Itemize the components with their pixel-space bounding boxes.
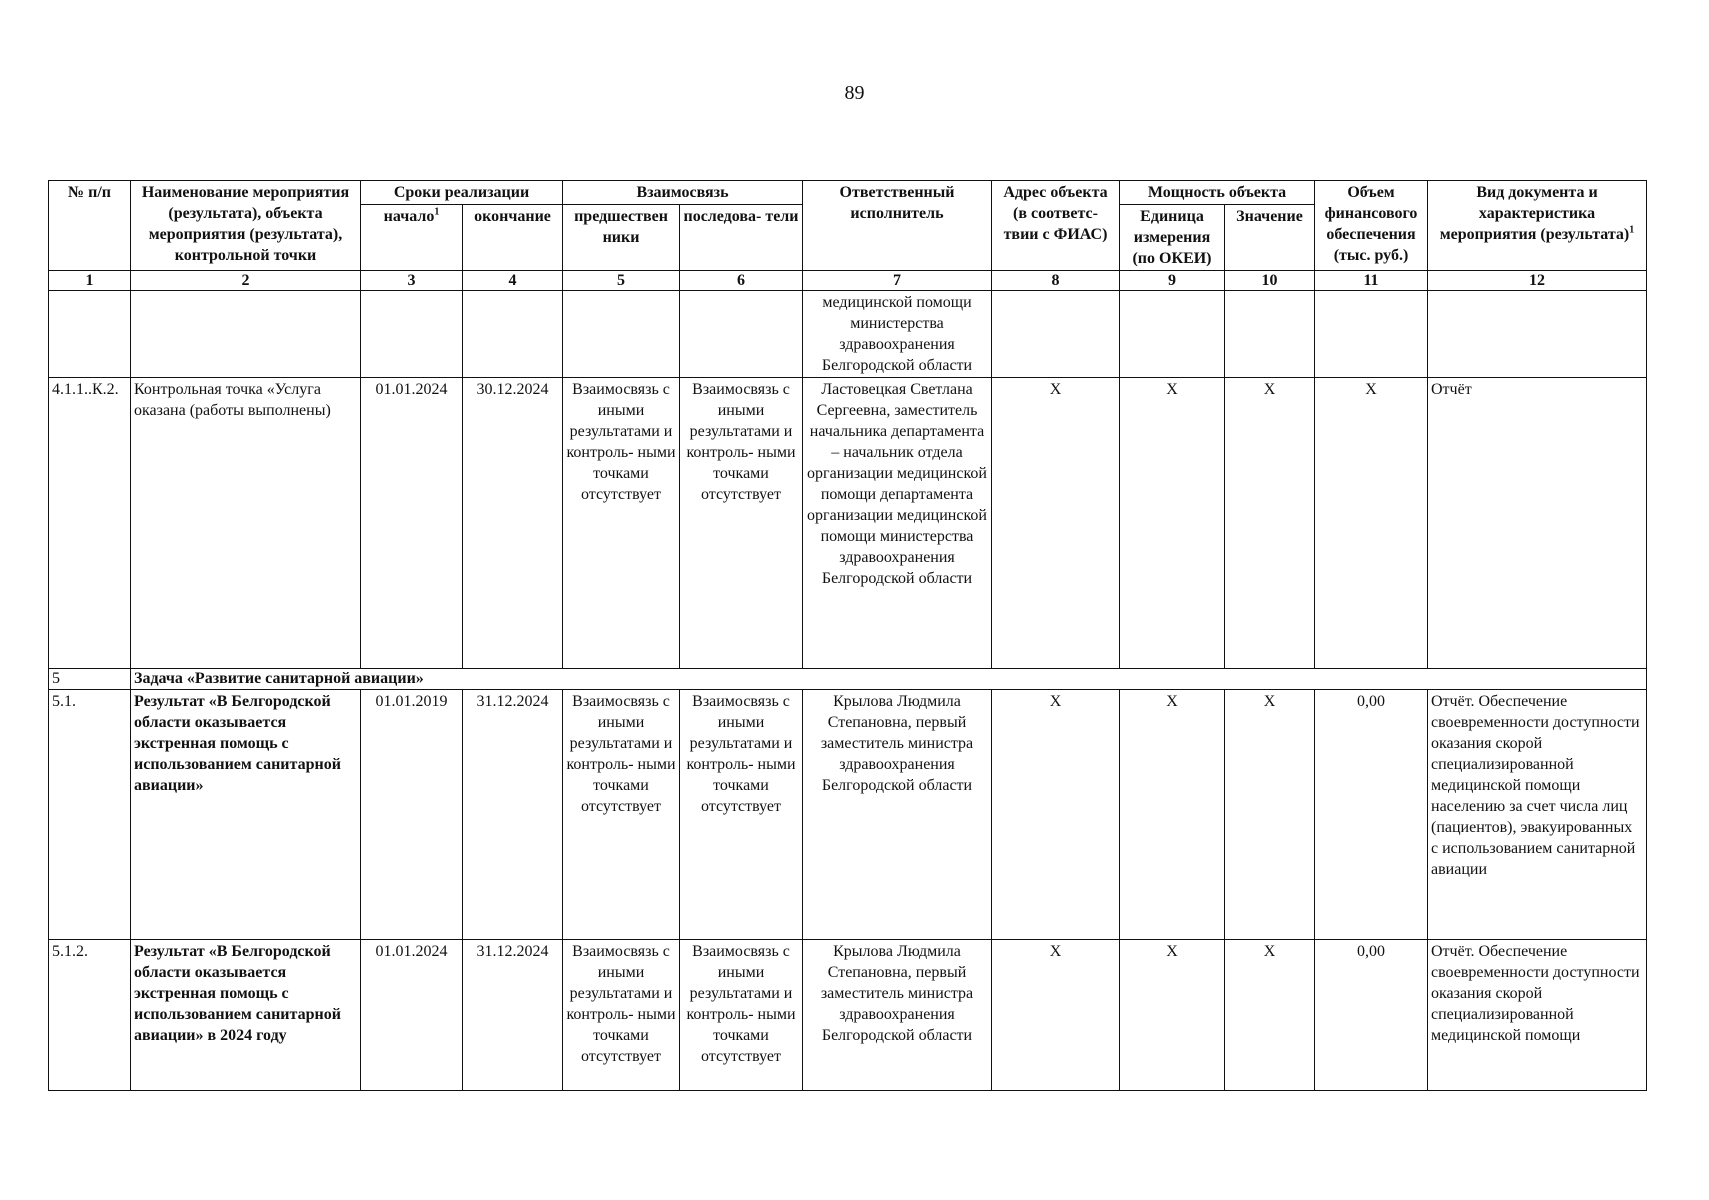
end-date-cell: 31.12.2024 bbox=[463, 940, 563, 1091]
predecessors-cell: Взаимосвязь с иными результатами и контроль- ными точками отсутствует bbox=[563, 378, 680, 669]
address-cell: Х bbox=[992, 378, 1120, 669]
unit-cell: Х bbox=[1120, 378, 1225, 669]
table-row bbox=[49, 378, 1647, 669]
name-cell: Контрольная точка «Услуга оказана (работы выполнены) bbox=[131, 378, 361, 669]
unit-cell: Х bbox=[1120, 690, 1225, 940]
column-number: 5 bbox=[563, 271, 680, 291]
row-num-cell: 5.1. bbox=[49, 690, 131, 940]
column-number: 6 bbox=[680, 271, 803, 291]
responsible-cell: Крылова Людмила Степановна, первый заместитель министра здравоохранения Белгородской области bbox=[803, 940, 992, 1091]
header-predecessors: предшествен ники bbox=[563, 205, 680, 271]
start-date-cell: 01.01.2019 bbox=[361, 690, 463, 940]
unit-cell: Х bbox=[1120, 940, 1225, 1091]
row-num-cell: 5.1.2. bbox=[49, 940, 131, 1091]
header-start: начало$^1$ bbox=[361, 205, 463, 271]
column-number: 7 bbox=[803, 271, 992, 291]
header-doc-footnote: 1 bbox=[1629, 224, 1635, 236]
column-number-row bbox=[49, 271, 1647, 291]
finance-cell: 0,00 bbox=[1315, 940, 1428, 1091]
header-responsible: Ответственный исполнитель bbox=[803, 181, 992, 271]
header-unit: Единица измерения (по ОКЕИ) bbox=[1120, 205, 1225, 271]
finance-cell: 0,00 bbox=[1315, 690, 1428, 940]
name-cell: Результат «В Белгородской области оказывается экстренная помощь с использованием санитарной авиации» в 2024 году bbox=[131, 940, 361, 1091]
name-cell: Результат «В Белгородской области оказывается экстренная помощь с использованием санитарной авиации» bbox=[131, 690, 361, 940]
address-cell: Х bbox=[992, 940, 1120, 1091]
header-terms: Сроки реализации bbox=[361, 181, 563, 205]
column-number: 12 bbox=[1428, 271, 1647, 291]
predecessors-cell: Взаимосвязь с иными результатами и контроль- ными точками отсутствует bbox=[563, 940, 680, 1091]
table-row bbox=[49, 669, 1647, 690]
responsible-cell: медицинской помощи министерства здравоохранения Белгородской области bbox=[803, 291, 992, 378]
column-number: 1 bbox=[49, 271, 131, 291]
column-number: 8 bbox=[992, 271, 1120, 291]
column-number: 11 bbox=[1315, 271, 1428, 291]
start-date-cell: 01.01.2024 bbox=[361, 940, 463, 1091]
value-cell: Х bbox=[1225, 690, 1315, 940]
successors-cell: Взаимосвязь с иными результатами и контроль- ными точками отсутствует bbox=[680, 690, 803, 940]
doc-cell: Отчёт. Обеспечение своевременности доступности оказания скорой специализированной медицинской помощи bbox=[1428, 940, 1647, 1091]
end-date-cell: 30.12.2024 bbox=[463, 378, 563, 669]
end-date-cell: 31.12.2024 bbox=[463, 690, 563, 940]
page-number: 89 bbox=[844, 82, 865, 104]
responsible-cell: Ластовецкая Светлана Сергеевна, заместитель начальника департамента – начальник отдела организации медицинской помощи департамента организации медицинской помощи министерства здравоохранения Белгородской области bbox=[803, 378, 992, 669]
predecessors-cell: Взаимосвязь с иными результатами и контроль- ными точками отсутствует bbox=[563, 690, 680, 940]
header-end: окончание bbox=[463, 205, 563, 271]
table-row bbox=[49, 690, 1647, 940]
address-cell: Х bbox=[992, 690, 1120, 940]
header-num: № п/п bbox=[49, 181, 131, 271]
header-address: Адрес объекта (в соответс- твии с ФИАС) bbox=[992, 181, 1120, 271]
value-cell: Х bbox=[1225, 378, 1315, 669]
header-name: Наименование мероприятия (результата), объекта мероприятия (результата), контрольной точки bbox=[131, 181, 361, 271]
column-number: 10 bbox=[1225, 271, 1315, 291]
table-header bbox=[49, 181, 1647, 291]
start-date-cell: 01.01.2024 bbox=[361, 378, 463, 669]
column-number: 2 bbox=[131, 271, 361, 291]
column-number: 3 bbox=[361, 271, 463, 291]
responsible-cell: Крылова Людмила Степановна, первый заместитель министра здравоохранения Белгородской области bbox=[803, 690, 992, 940]
header-start-footnote: 1 bbox=[434, 206, 440, 218]
column-number: 9 bbox=[1120, 271, 1225, 291]
table-row bbox=[49, 291, 1647, 378]
header-value: Значение bbox=[1225, 205, 1315, 271]
row-num-cell: 4.1.1..К.2. bbox=[49, 378, 131, 669]
activity-plan-table bbox=[48, 180, 1647, 1091]
task-title-cell: Задача «Развитие санитарной авиации» bbox=[131, 669, 1647, 690]
header-capacity: Мощность объекта bbox=[1120, 181, 1315, 205]
header-successors: последова- тели bbox=[680, 205, 803, 271]
finance-cell: Х bbox=[1315, 378, 1428, 669]
successors-cell: Взаимосвязь с иными результатами и контроль- ными точками отсутствует bbox=[680, 940, 803, 1091]
doc-cell: Отчёт. Обеспечение своевременности доступности оказания скорой специализированной медицинской помощи населению за счет числа лиц (пациентов), эвакуированных с использованием санитарной авиации bbox=[1428, 690, 1647, 940]
doc-cell: Отчёт bbox=[1428, 378, 1647, 669]
header-doc: Вид документа и характеристика мероприятия (результата)$^1$ bbox=[1428, 181, 1647, 271]
successors-cell: Взаимосвязь с иными результатами и контроль- ными точками отсутствует bbox=[680, 378, 803, 669]
value-cell: Х bbox=[1225, 940, 1315, 1091]
column-number: 4 bbox=[463, 271, 563, 291]
header-finance: Объем финансового обеспечения (тыс. руб.) bbox=[1315, 181, 1428, 271]
table-row bbox=[49, 940, 1647, 1091]
row-num-cell: 5 bbox=[49, 669, 131, 690]
header-relations: Взаимосвязь bbox=[563, 181, 803, 205]
